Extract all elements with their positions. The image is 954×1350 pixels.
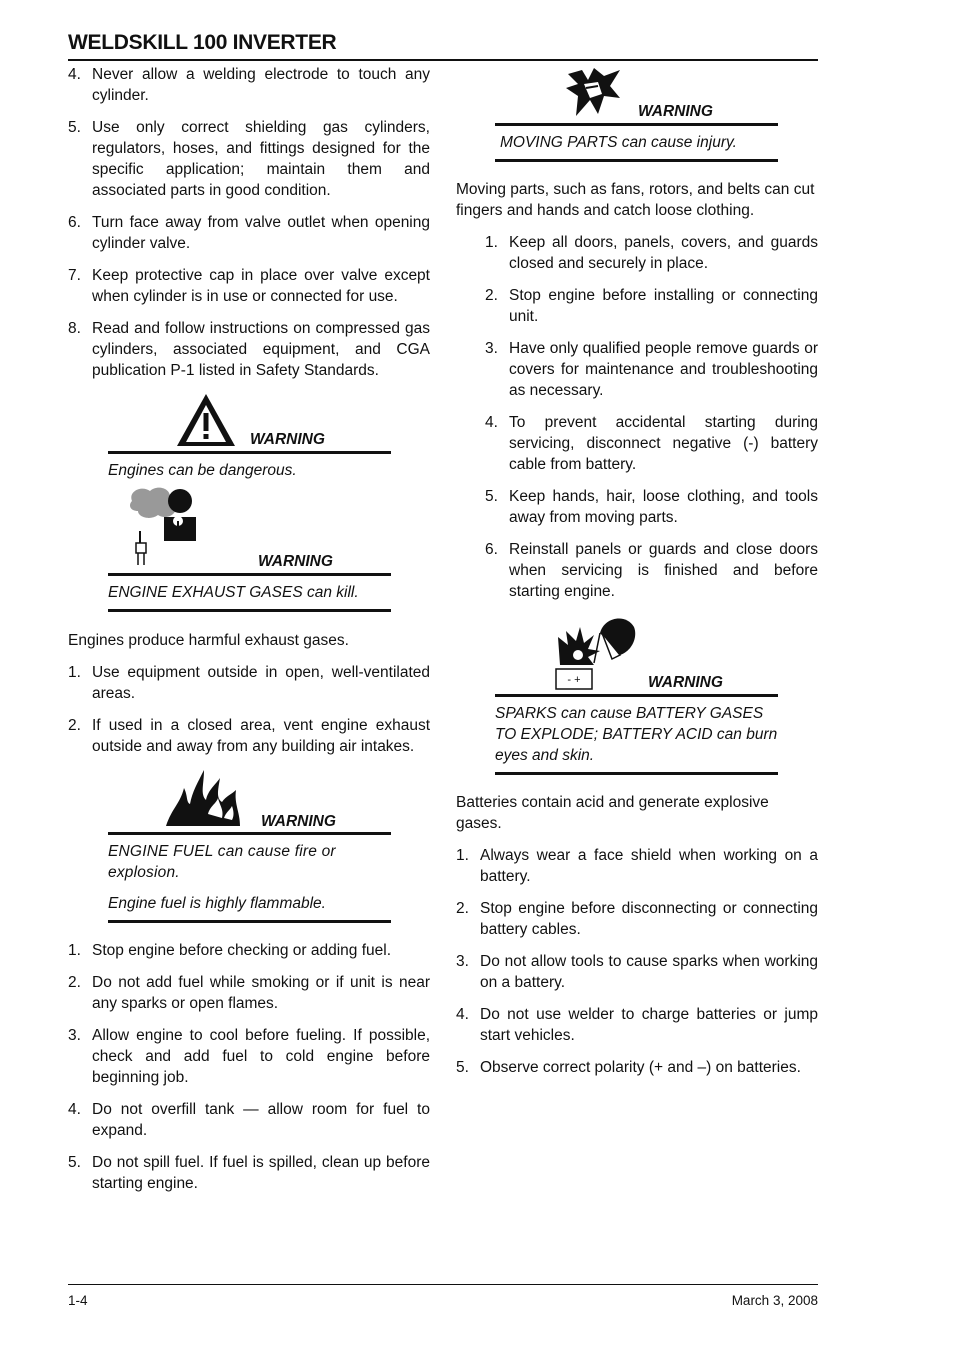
warning-engines-block — [68, 392, 391, 487]
header-rule — [68, 59, 818, 61]
warning-rule-bottom — [108, 920, 391, 923]
moving-list — [456, 232, 818, 602]
right-column — [456, 64, 818, 1089]
list-item — [456, 898, 818, 940]
list-item-number: 1. — [485, 234, 498, 251]
list-item-text: Reinstall panels or guards and close doors when servicing is finished and before starting engine. — [509, 541, 818, 600]
list-item — [456, 1004, 818, 1046]
list-item — [68, 940, 430, 961]
list-item-number: 2. — [485, 287, 498, 304]
list-item — [68, 1152, 430, 1194]
list-item-text: Always wear a face shield when working on a battery. — [480, 847, 818, 885]
warning-message-2: Engine fuel is highly flammable. — [108, 895, 326, 912]
list-item-text: Do not spill fuel. If fuel is spilled, clean up before starting engine. — [92, 1154, 430, 1192]
fuel-list — [68, 940, 430, 1194]
exhaust-fumes-icon — [128, 487, 200, 569]
list-item — [68, 318, 430, 381]
list-item — [68, 662, 430, 704]
exhaust-list — [68, 662, 430, 757]
warning-label: WARNING — [261, 813, 336, 830]
list-item-number: 3. — [456, 953, 469, 970]
list-item-number: 2. — [68, 717, 81, 734]
flame-icon — [164, 768, 244, 828]
battery-polarity-marks: - + — [567, 674, 581, 686]
list-item-number: 2. — [456, 900, 469, 917]
list-item-text: Do not allow tools to cause sparks when working on a battery. — [480, 953, 818, 991]
cylinder-list — [68, 64, 430, 381]
list-item — [68, 1025, 430, 1088]
list-item-number: 6. — [68, 214, 81, 231]
page-number: 1-4 — [68, 1293, 88, 1308]
list-item-number: 1. — [68, 942, 81, 959]
list-item-number: 6. — [485, 541, 498, 558]
warning-moving-block — [456, 64, 778, 162]
list-item-number: 4. — [485, 414, 498, 431]
page-footer — [68, 1284, 818, 1308]
list-item-number: 5. — [68, 1154, 81, 1171]
warning-rule-bottom — [108, 609, 391, 612]
list-item — [68, 972, 430, 1014]
list-item-number: 5. — [456, 1059, 469, 1076]
list-item-text: Read and follow instructions on compressed gas cylinders, associated equipment, and CGA publication P-1 listed in Safety Standards. — [92, 320, 430, 379]
warning-rule-bottom — [495, 772, 778, 775]
warning-fuel-block — [68, 768, 391, 923]
list-item-text: Stop engine before checking or adding fuel. — [92, 942, 392, 959]
list-item-number: 3. — [485, 340, 498, 357]
list-item-number: 1. — [456, 847, 469, 864]
warning-label: WARNING — [250, 431, 325, 448]
battery-intro: Batteries contain acid and generate explosive gases. — [456, 794, 769, 832]
list-item-number: 4. — [68, 66, 81, 83]
list-item-text: Use only correct shielding gas cylinders, regulators, hoses, and fittings designed for the specific application; maintain them and associated parts in good condition. — [92, 119, 430, 199]
list-item — [68, 1099, 430, 1141]
footer-rule — [68, 1284, 818, 1285]
list-item-number: 4. — [68, 1101, 81, 1118]
list-item — [456, 285, 818, 327]
list-item-text: Do not add fuel while smoking or if unit is near any sparks or open flames. — [92, 974, 430, 1012]
list-item-number: 1. — [68, 664, 81, 681]
list-item-number: 8. — [68, 320, 81, 337]
warning-exhaust-block — [68, 487, 391, 612]
page-header — [68, 30, 818, 61]
list-item-text: Observe correct polarity (+ and –) on batteries. — [480, 1059, 801, 1076]
list-item-text: Keep protective cap in place over valve except when cylinder is in use or connected for use. — [92, 267, 430, 305]
warning-message: MOVING PARTS can cause injury. — [500, 134, 737, 151]
list-item-text: Turn face away from valve outlet when opening cylinder valve. — [92, 214, 430, 252]
list-item-text: Do not overfill tank — allow room for fuel to expand. — [92, 1101, 430, 1139]
list-item-text: Stop engine before installing or connecting unit. — [509, 287, 818, 325]
list-item — [456, 951, 818, 993]
page-title: WELDSKILL 100 INVERTER — [68, 31, 337, 54]
list-item-text: Do not use welder to charge batteries or jump start vehicles. — [480, 1006, 818, 1044]
warning-battery-block — [456, 613, 778, 775]
warning-rule-bottom — [495, 159, 778, 162]
list-item-text: Never allow a welding electrode to touch any cylinder. — [92, 66, 430, 104]
list-item — [456, 338, 818, 401]
list-item — [68, 117, 430, 201]
list-item — [456, 486, 818, 528]
list-item-number: 4. — [456, 1006, 469, 1023]
left-column — [68, 64, 430, 1205]
warning-message: ENGINE EXHAUST GASES can kill. — [108, 584, 359, 601]
list-item-number: 5. — [68, 119, 81, 136]
list-item — [68, 212, 430, 254]
list-item-number: 3. — [68, 1027, 81, 1044]
list-item-text: Stop engine before disconnecting or connecting battery cables. — [480, 900, 818, 938]
list-item-number: 5. — [485, 488, 498, 505]
exhaust-intro: Engines produce harmful exhaust gases. — [68, 632, 349, 649]
warning-message: SPARKS can cause BATTERY GASES TO EXPLODE; BATTERY ACID can burn eyes and skin. — [495, 705, 778, 764]
warning-message: Engines can be dangerous. — [108, 462, 297, 479]
list-item-text: To prevent accidental starting during servicing, disconnect negative (-) battery cable from battery. — [509, 414, 818, 473]
warning-label: WARNING — [648, 674, 723, 691]
list-item-number: 2. — [68, 974, 81, 991]
list-item — [456, 232, 818, 274]
warning-label: WARNING — [638, 103, 713, 120]
battery-explosion-icon — [554, 613, 638, 691]
list-item — [68, 64, 430, 106]
list-item — [456, 539, 818, 602]
moving-intro: Moving parts, such as fans, rotors, and belts can cut fingers and hands and catch loose clothing. — [456, 181, 815, 219]
list-item — [456, 845, 818, 887]
list-item-text: If used in a closed area, vent engine exhaust outside and away from any building air intakes. — [92, 717, 430, 755]
list-item — [68, 715, 430, 757]
list-item-text: Keep hands, hair, loose clothing, and tools away from moving parts. — [509, 488, 818, 526]
moving-parts-hand-icon — [564, 64, 624, 120]
list-item-text: Use equipment outside in open, well-ventilated areas. — [92, 664, 430, 702]
list-item — [456, 1057, 818, 1078]
list-item-number: 7. — [68, 267, 81, 284]
list-item-text: Keep all doors, panels, covers, and guards closed and securely in place. — [509, 234, 818, 272]
list-item — [456, 412, 818, 475]
battery-list — [456, 845, 818, 1078]
page-date: March 3, 2008 — [731, 1293, 818, 1308]
exclamation-triangle-icon — [175, 392, 237, 448]
list-item-text: Have only qualified people remove guards or covers for maintenance and troubleshooting as necessary. — [509, 340, 818, 399]
list-item-text: Allow engine to cool before fueling. If possible, check and add fuel to cold engine before beginning job. — [92, 1027, 430, 1086]
warning-message: ENGINE FUEL can cause fire or explosion. — [108, 843, 336, 881]
warning-label: WARNING — [258, 553, 333, 570]
list-item — [68, 265, 430, 307]
